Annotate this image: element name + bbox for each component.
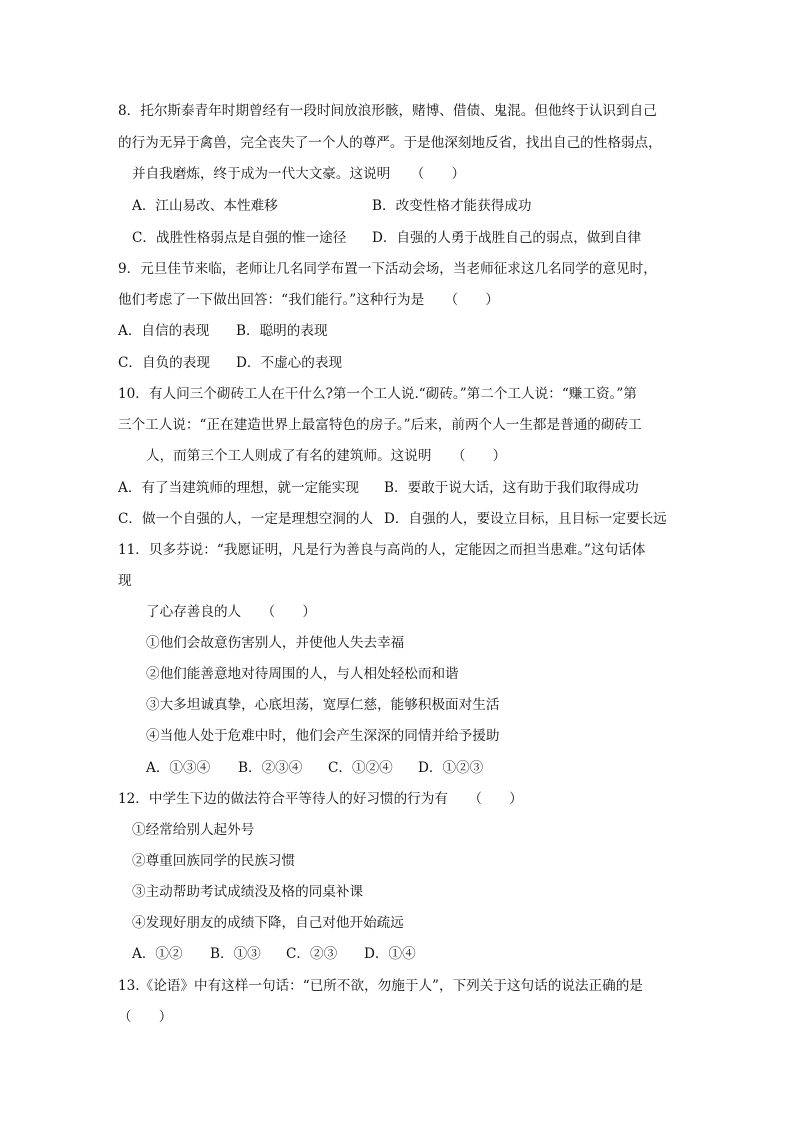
q11-statement-1: ①他们会故意伤害别人，并使他人失去幸福 xyxy=(146,635,405,651)
q10-option-a: A．有了当建筑师的理想，就一定能实现 xyxy=(118,480,359,496)
q12-statement-3: ③主动帮助考试成绩没及格的同桌补课 xyxy=(132,884,364,900)
q9-stem-line2: 他们考虑了一下做出回答：“我们能行。”这种行为是 （ ） xyxy=(118,292,499,308)
q12-statement-2: ②尊重回族同学的民族习惯 xyxy=(132,853,296,869)
q11-statement-2: ②他们能善意地对待周围的人，与人相处轻松而和谐 xyxy=(146,666,459,682)
q12-option-b: B．①③ xyxy=(210,946,261,962)
q10-option-d: D．自强的人，要设立目标，且目标一定要长远 xyxy=(384,511,667,527)
q8-option-b: B．改变性格才能获得成功 xyxy=(372,198,532,214)
q11-stem-line2: 现 xyxy=(118,573,132,589)
q8-option-d: D．自强的人勇于战胜自己的弱点，做到自律 xyxy=(372,230,642,246)
q9-option-a: A．自信的表现 xyxy=(118,323,210,339)
q11-option-a: A．①③④ xyxy=(146,760,211,776)
q12-statement-1: ①经常给别人起外号 xyxy=(132,822,255,838)
q12-stem-line1: 12．中学生下边的做法符合平等待人的好习惯的行为有 （ ） xyxy=(118,791,523,807)
q9-option-d: D．不虚心的表现 xyxy=(236,355,343,371)
q8-stem-line1: 8．托尔斯泰青年时期曾经有一段时间放浪形骸，赌博、借债、鬼混。但他终于认识到自己 xyxy=(118,103,657,119)
q11-statement-3: ③大多坦诚真挚，心底坦荡，宽厚仁慈，能够积极面对生活 xyxy=(146,697,500,713)
q12-option-a: A．①② xyxy=(132,946,183,962)
q8-stem-line2: 的行为无异于禽兽，完全丧失了一个人的尊严。于是他深刻地反省，找出自己的性格弱点， xyxy=(118,135,662,151)
q10-stem-line2: 三个工人说：“正在建造世界上最富特色的房子。”后来，前两个人一生都是普通的砌砖工 xyxy=(118,417,642,433)
q12-statement-4: ④发现好朋友的成绩下降，自己对他开始疏远 xyxy=(132,915,404,931)
q8-stem-line3: 并自我磨炼，终于成为一代大文豪。这说明 （ ） xyxy=(132,166,466,182)
q11-stem-line1: 11．贝多芬说：“我愿证明，凡是行为善良与高尚的人，定能因之而担当患难。”这句话体 xyxy=(118,542,646,558)
q10-option-c: C．做一个自强的人，一定是理想空洞的人 xyxy=(118,511,374,527)
q8-option-a: A．江山易改、本性难移 xyxy=(132,198,278,214)
q9-option-b: B．聪明的表现 xyxy=(236,323,328,339)
q11-option-b: B．②③④ xyxy=(238,760,303,776)
q9-stem-line1: 9．元旦佳节来临，老师让几名同学布置一下活动会场，当老师征求这几名同学的意见时， xyxy=(118,261,657,277)
q11-option-c: C．①②④ xyxy=(328,760,393,776)
q8-option-c: C．战胜性格弱点是自强的惟一途径 xyxy=(132,230,347,246)
q12-option-c: C．②③ xyxy=(286,946,338,962)
q10-stem-line1: 10．有人问三个砌砖工人在干什么?第一个工人说.“砌砖。”第二个工人说：“赚工资。”第 xyxy=(118,386,637,402)
q11-statement-4: ④当他人处于危难中时，他们会产生深深的同情并给予援助 xyxy=(146,728,500,744)
q10-stem-line3: 人，而第三个工人则成了有名的建筑师。这说明 （ ） xyxy=(146,448,507,464)
q12-option-d: D．①④ xyxy=(364,946,416,962)
q11-option-d: D．①②③ xyxy=(418,760,484,776)
q9-option-c: C．自负的表现 xyxy=(118,355,210,371)
q10-option-b: B．要敢于说大话，这有助于我们取得成功 xyxy=(384,480,639,496)
q11-stem-line3: 了心存善良的人 （ ） xyxy=(146,604,316,620)
q13-stem-line1: 13.《论语》中有这样一句话：“已所不欲，勿施于人”，下列关于这句话的说法正确的是 xyxy=(118,978,643,994)
q13-stem-line2: （ ） xyxy=(118,1009,173,1025)
